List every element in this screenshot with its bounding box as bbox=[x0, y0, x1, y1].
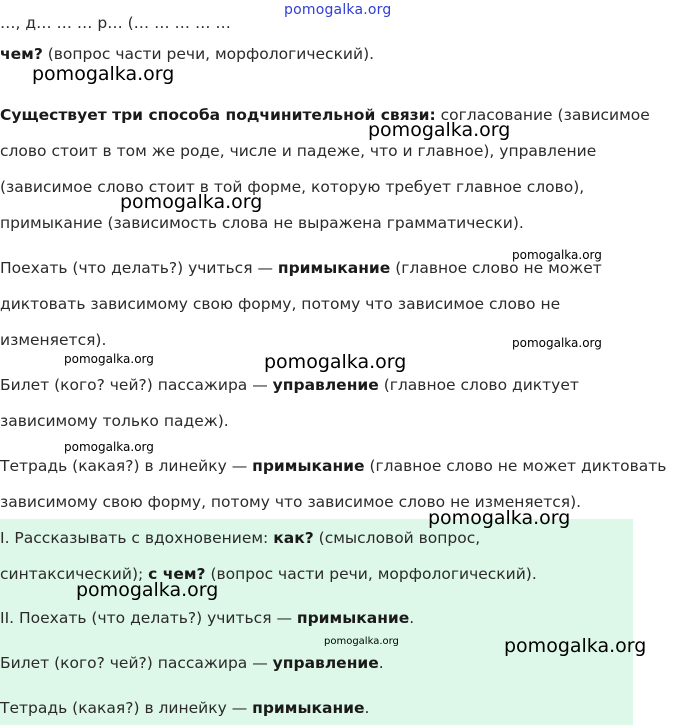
bold-question: как? bbox=[273, 529, 314, 547]
text: (главное слово не может диктовать bbox=[364, 457, 667, 475]
text-line-bilet-1 bbox=[0, 375, 579, 395]
text: (главное слово не может bbox=[390, 259, 602, 277]
text-line-bilet-2: зависимому только падеж). bbox=[0, 412, 229, 430]
cut-off-text: …, д… … … р… (… … … … … bbox=[0, 14, 231, 32]
text-line-poekhat-2: диктовать зависимому свою форму, потому что зависимое слово не bbox=[0, 295, 561, 313]
text-line-tetrad-1 bbox=[0, 456, 666, 476]
text-line-ways-1 bbox=[0, 105, 650, 125]
watermark: pomogalka.org bbox=[120, 191, 263, 213]
watermark: pomogalka.org bbox=[64, 352, 154, 366]
watermark: pomogalka.org bbox=[76, 579, 219, 601]
bold-term: примыкание bbox=[252, 699, 365, 717]
text: (вопрос части речи, морфологический). bbox=[205, 565, 537, 583]
bold-question: с чем? bbox=[148, 565, 206, 583]
bold-term: управление bbox=[272, 654, 379, 672]
text-line-ways-4: примыкание (зависимость слова не выражена грамматически). bbox=[0, 214, 524, 232]
watermark: pomogalka.org bbox=[64, 440, 154, 454]
answer-line-5 bbox=[0, 698, 369, 718]
watermark: pomogalka.org bbox=[324, 636, 399, 647]
watermark: pomogalka.org bbox=[512, 248, 602, 262]
text-line-chem bbox=[0, 44, 374, 64]
text-line-poekhat-3: изменяется). bbox=[0, 331, 107, 349]
answer-line-3 bbox=[0, 608, 414, 628]
watermark: pomogalka.org bbox=[428, 507, 571, 529]
text-line-ways-2: слово стоит в том же роде, числе и падеже, что и главное), управление bbox=[0, 142, 597, 160]
text: согласование (зависимое bbox=[435, 106, 650, 124]
answer-line-1 bbox=[0, 528, 480, 548]
text: . bbox=[409, 609, 415, 627]
text: синтаксический); bbox=[0, 565, 149, 583]
text: II. Поехать (что делать?) учиться — bbox=[0, 609, 297, 627]
watermark: pomogalka.org bbox=[368, 119, 511, 141]
text: Тетрадь (какая?) в линейку — bbox=[0, 699, 253, 717]
bold-heading: Существует три способа подчинительной связи: bbox=[0, 106, 436, 124]
text: (вопрос части речи, морфологический). bbox=[42, 45, 375, 63]
watermark: pomogalka.org bbox=[504, 635, 647, 657]
bold-term: примыкание bbox=[296, 609, 410, 627]
watermark: pomogalka.org bbox=[32, 63, 175, 85]
text: . bbox=[364, 699, 370, 717]
bold-term: примыкание bbox=[252, 457, 365, 475]
text-line-ways-3: (зависимое слово стоит в той форме, которую требует главное слово), bbox=[0, 178, 585, 196]
text: Тетрадь (какая?) в линейку — bbox=[0, 457, 253, 475]
watermark: pomogalka.org bbox=[264, 351, 407, 373]
text: I. Рассказывать с вдохновением: bbox=[0, 529, 274, 547]
text: Поехать (что делать?) учиться — bbox=[0, 259, 278, 277]
text: . bbox=[378, 654, 384, 672]
answer-line-4 bbox=[0, 653, 384, 673]
bold-term: примыкание bbox=[277, 259, 391, 277]
text: Билет (кого? чей?) пассажира — bbox=[0, 654, 273, 672]
text: (главное слово диктует bbox=[378, 376, 579, 394]
watermark-top: pomogalka.org bbox=[284, 2, 392, 18]
bold-term: управление bbox=[272, 376, 379, 394]
watermark: pomogalka.org bbox=[512, 336, 602, 350]
text: (смысловой вопрос, bbox=[313, 529, 481, 547]
text-line-tetrad-2: зависимому свою форму, потому что зависимое слово не изменяется). bbox=[0, 493, 582, 511]
bold-question: чем? bbox=[0, 45, 43, 63]
text: Билет (кого? чей?) пассажира — bbox=[0, 376, 273, 394]
